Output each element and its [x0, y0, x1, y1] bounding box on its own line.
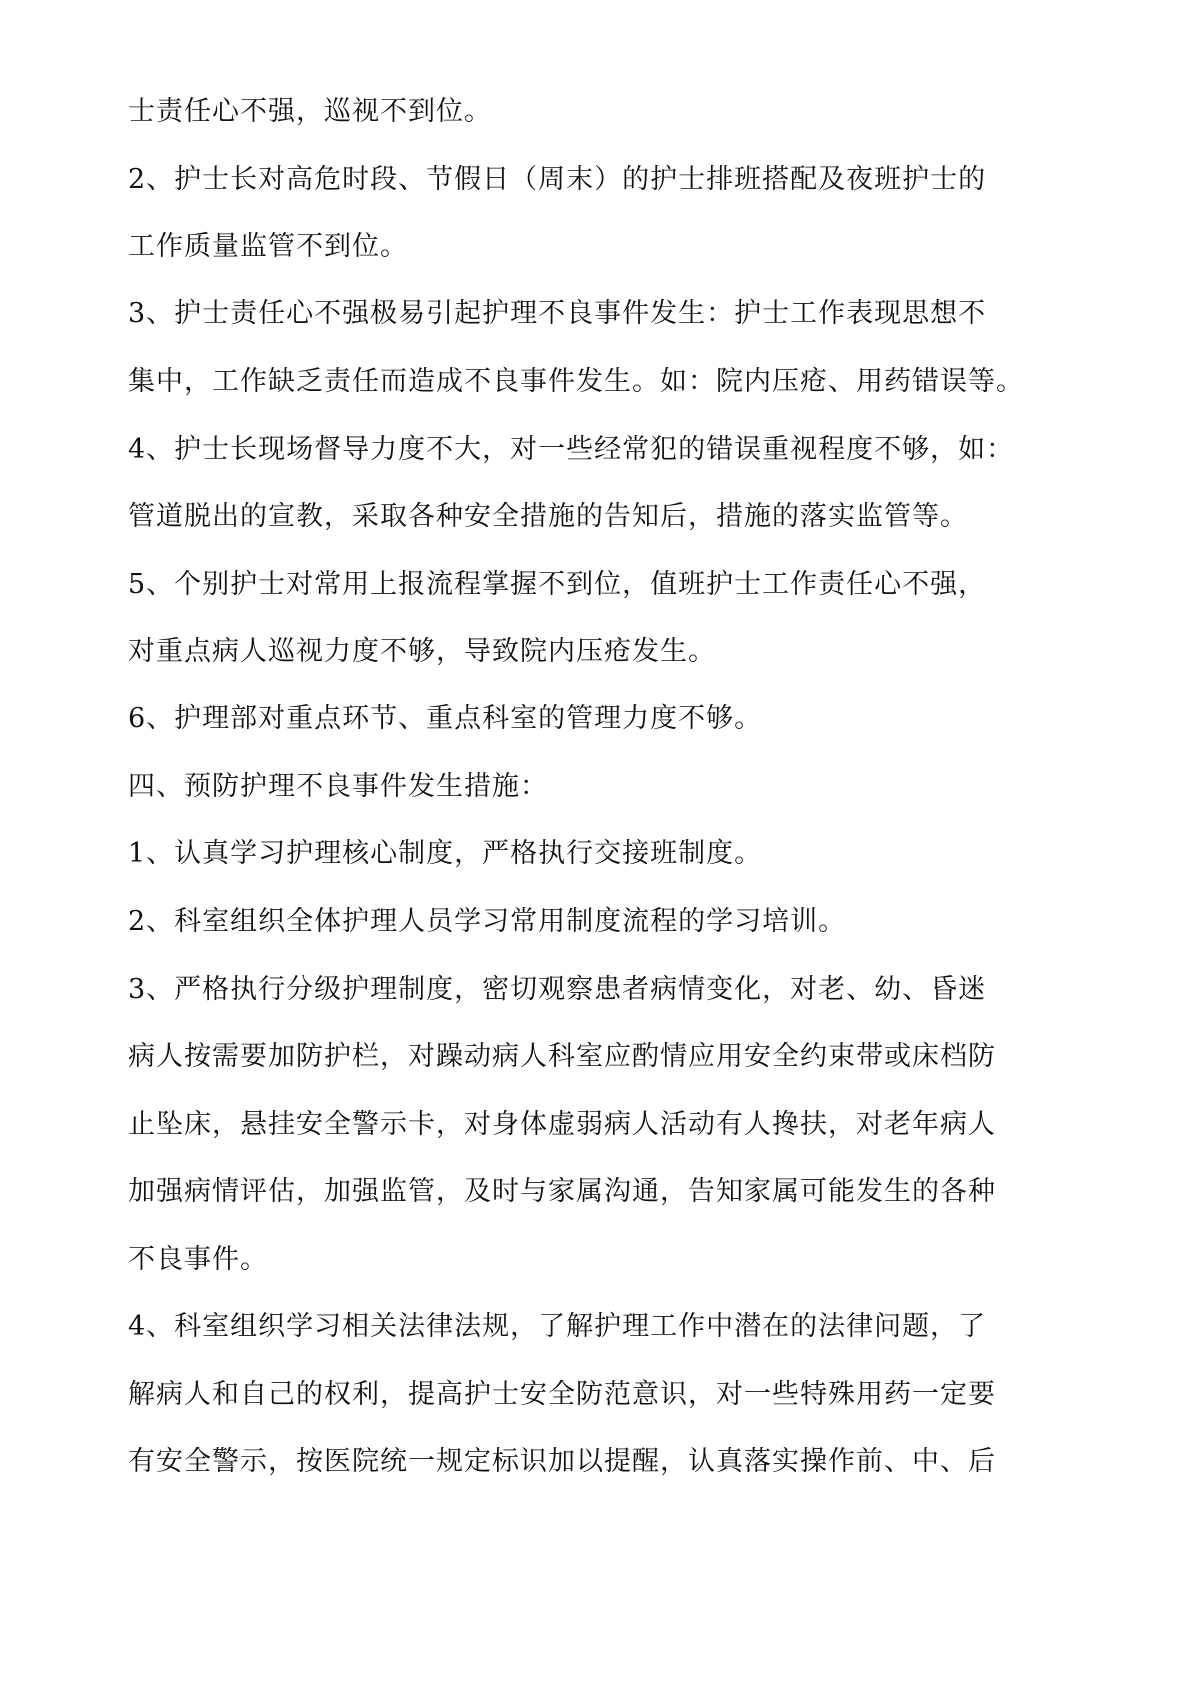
text-line: 5、个别护士对常用上报流程掌握不到位，值班护士工作责任心不强， [128, 569, 987, 600]
text-line: 止坠床，悬挂安全警示卡，对身体虚弱病人活动有人搀扶，对老年病人 [128, 1109, 996, 1140]
text-line: 4、科室组织学习相关法律法规，了解护理工作中潜在的法律问题，了 [128, 1311, 987, 1342]
text-line: 工作质量监管不到位。 [128, 231, 408, 262]
text-line: 不良事件。 [128, 1244, 268, 1275]
text-line: 集中，工作缺乏责任而造成不良事件发生。如：院内压疮、用药错误等。 [128, 366, 1024, 397]
text-line: 3、护士责任心不强极易引起护理不良事件发生：护士工作表现思想不 [128, 298, 987, 329]
text-line: 管道脱出的宣教，采取各种安全措施的告知后，措施的落实监管等。 [128, 501, 968, 532]
text-line: 6、护理部对重点环节、重点科室的管理力度不够。 [128, 703, 763, 734]
text-line: 加强病情评估，加强监管，及时与家属沟通，告知家属可能发生的各种 [128, 1176, 996, 1207]
text-line: 2、护士长对高危时段、节假日（周末）的护士排班搭配及夜班护士的 [128, 164, 987, 195]
text-line: 解病人和自己的权利，提高护士安全防范意识，对一些特殊用药一定要 [128, 1379, 996, 1410]
text-line: 3、严格执行分级护理制度，密切观察患者病情变化，对老、幼、昏迷 [128, 974, 987, 1005]
text-line: 病人按需要加防护栏，对躁动病人科室应酌情应用安全约束带或床档防 [128, 1041, 996, 1072]
text-line: 2、科室组织全体护理人员学习常用制度流程的学习培训。 [128, 906, 847, 937]
section-heading: 四、预防护理不良事件发生措施： [128, 771, 548, 802]
text-line: 有安全警示，按医院统一规定标识加以提醒，认真落实操作前、中、后 [128, 1446, 996, 1477]
text-line: 1、认真学习护理核心制度，严格执行交接班制度。 [128, 838, 763, 869]
text-line: 4、护士长现场督导力度不大，对一些经常犯的错误重视程度不够，如： [128, 434, 1015, 465]
text-line: 对重点病人巡视力度不够，导致院内压疮发生。 [128, 636, 716, 667]
text-line: 士责任心不强，巡视不到位。 [128, 96, 492, 127]
